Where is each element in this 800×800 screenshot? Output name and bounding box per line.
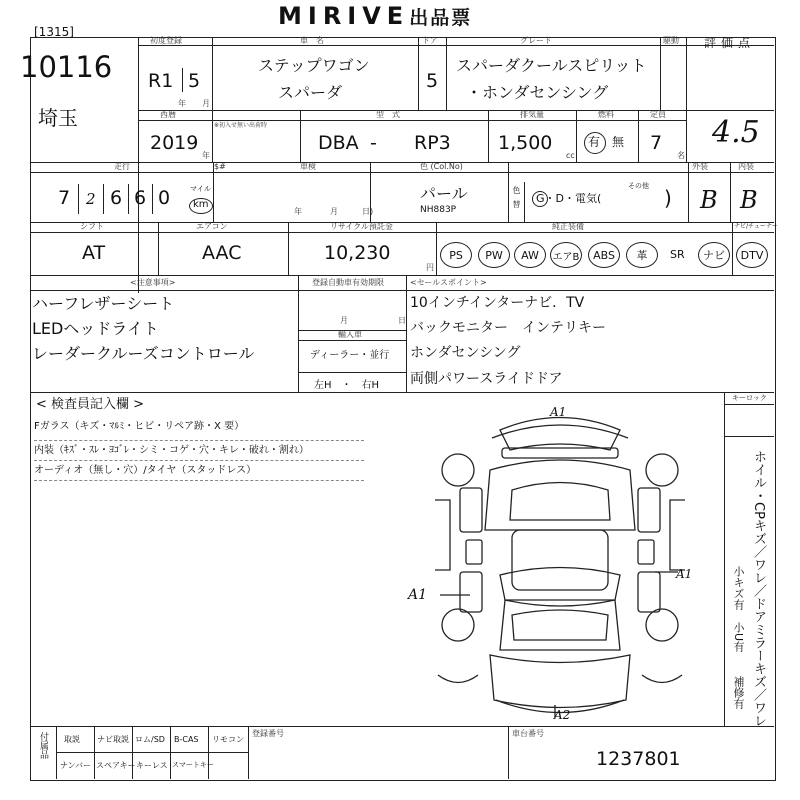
recycle-unit: 円 <box>426 263 434 272</box>
sales-point-3: ホンダセンシング <box>410 345 521 361</box>
color-name: パール <box>420 184 468 203</box>
sales-point-4: 両側パワースライドドア <box>410 371 563 387</box>
car-damage-diagram <box>430 400 693 730</box>
score-value: 4.5 <box>712 115 760 150</box>
first-reg-month: 5 <box>188 70 201 92</box>
car-name-line2: スパーダ <box>278 83 343 102</box>
label-reg-expiry: 登録自動車有効期限 <box>312 278 384 287</box>
expiry-day: 日 <box>398 316 406 325</box>
aircon-value: AAC <box>202 242 242 264</box>
form-title <box>278 4 472 28</box>
label-inspection: 車検 <box>300 162 316 171</box>
label-car-name: 車 名 <box>300 36 324 45</box>
inspection-month: 月 <box>330 207 338 216</box>
mileage-digit-2: 2 <box>86 190 96 208</box>
sales-point-1: 10インチインターナビ．TV <box>410 295 585 311</box>
equip-abs: ABS <box>588 242 620 268</box>
mileage-digit-3: 6 <box>110 187 123 209</box>
stock-number: 10116 <box>20 50 113 84</box>
label-model-type: 型 式 <box>376 110 400 119</box>
equip-aw: AW <box>514 242 546 268</box>
shift-value: AT <box>82 242 106 264</box>
acc-spare-key: スペアキー <box>96 761 136 770</box>
color-change-close: ) <box>664 186 672 210</box>
label-shift: シフト <box>80 222 104 231</box>
equip-sr: SR <box>670 248 685 261</box>
acc-navi-manual: ナビ取説 <box>97 735 129 744</box>
inspector-heading: < 検査員記入欄 > <box>36 397 145 412</box>
mileage-unit-mile: マイル <box>190 185 211 193</box>
label-displacement: 排気量 <box>520 110 544 119</box>
label-equipment: 純正装備 <box>552 222 584 231</box>
label-mileage: 走行 <box>114 162 130 171</box>
lot-number: [1315] <box>34 25 74 39</box>
fuel-yes: 有 <box>588 135 601 149</box>
note-1: ハーフレザーシート <box>32 294 175 313</box>
acc-smart-key: スマートキー <box>172 761 214 769</box>
expiry-month: 月 <box>340 316 348 325</box>
legend-repaired: 補修有 <box>732 676 745 709</box>
mileage-digit-1: 7 <box>58 187 71 209</box>
grade-line2: ・ホンダセンシング <box>466 83 609 102</box>
interior-grade: B <box>740 186 758 214</box>
capacity-value: 7 <box>650 132 663 154</box>
color-change-label: 色替 <box>512 186 521 214</box>
first-reg-year-unit: 年 <box>178 99 186 108</box>
label-navi-tuner: ナビ/チューナー <box>734 223 778 230</box>
model-dash: - <box>370 132 377 154</box>
label-score: 評価点 <box>704 36 756 50</box>
label-first-reg: 初度登録 <box>150 36 182 45</box>
mileage-digit-5: 0 <box>158 187 171 209</box>
acc-remote: リモコン <box>212 735 244 744</box>
displacement-unit: cc <box>566 151 575 160</box>
equip-pw: PW <box>478 242 510 268</box>
equip-leather: 革 <box>626 242 658 268</box>
equip-navi: ナビ <box>698 242 730 268</box>
inspection-day: 日) <box>362 207 374 216</box>
frame-number: 1237801 <box>596 748 681 770</box>
damage-mark-left: A1 <box>408 587 428 603</box>
label-recycle: リサイクル預託金 <box>330 222 393 231</box>
label-frame-no: 車台番号 <box>512 729 544 738</box>
first-reg-month-unit: 月 <box>202 99 210 108</box>
label-color: 色 (Col.No) <box>420 162 463 171</box>
exterior-grade: B <box>700 186 718 214</box>
equip-airbag: エアB <box>550 242 582 268</box>
inspection-year: 年 <box>294 207 302 216</box>
car-name-line1: ステップワゴン <box>258 56 370 75</box>
damage-mark-front: A1 <box>550 405 567 419</box>
color-change-other: その他 <box>628 182 649 190</box>
label-sales-point: <セールスポイント> <box>410 278 487 287</box>
legend-small-scratch: 小キズ有 <box>732 566 745 610</box>
label-aircon: エアコン <box>196 222 228 231</box>
fuel-no: 無 <box>612 135 625 149</box>
model-code: RP3 <box>414 132 451 154</box>
inspector-line-audio: オーディオ（無し・穴）/タイヤ（スタッドレス） <box>34 465 257 476</box>
label-accessories: 付属品 <box>38 732 48 759</box>
mileage-unit-km: km <box>193 199 209 210</box>
handle-side: 左H ・ 右H <box>314 380 380 391</box>
year-value: 2019 <box>150 132 199 154</box>
title-suffix: 出品票 <box>409 7 473 29</box>
legend-main: ホイル・CPキズ／ワレ／ドアミラーキズ／ワレ <box>751 450 766 727</box>
note-3: レーダークルーズコントロール <box>32 344 255 363</box>
label-exterior: 外装 <box>692 162 708 171</box>
region: 埼玉 <box>38 106 78 130</box>
damage-mark-rear: A2 <box>554 708 571 722</box>
acc-number: ナンバー <box>60 761 92 770</box>
damage-mark-right: A1 <box>676 567 693 581</box>
inspector-line-interior: 内装（ｷｽﾞ・ｽﾚ・ﾖｺﾞﾚ・シミ・コゲ・穴・キレ・破れ・割れ） <box>34 445 309 456</box>
mileage-digit-4: 6 <box>134 187 147 209</box>
label-fuel: 燃料 <box>598 110 614 119</box>
acc-manual: 取説 <box>64 735 80 744</box>
label-year: 西暦 <box>160 110 176 119</box>
label-import: 輸入車 <box>338 330 362 339</box>
import-dealer: ディーラー・並行 <box>310 350 390 361</box>
first-reg-era: R1 <box>148 70 174 92</box>
equip-ps: PS <box>440 242 472 268</box>
grade-line1: スパーダクールスピリット <box>456 56 647 75</box>
label-notes: <注意事項> <box>130 278 176 287</box>
displacement-value: 1,500 <box>498 132 553 154</box>
doors-value: 5 <box>426 70 439 92</box>
recycle-value: 10,230 <box>324 242 391 264</box>
color-code: NH883P <box>420 205 457 215</box>
inspector-line-fglass: Fガラス（キズ・ﾏﾙﾐ・ヒビ・リペア跡・X 要） <box>34 421 245 432</box>
label-grade: グレード <box>520 36 552 45</box>
year-unit: 年 <box>202 151 210 160</box>
legend-small-dent: 小U有 <box>732 622 745 653</box>
label-key-lock: キーロック <box>732 394 767 402</box>
sales-point-2: バックモニター インテリキー <box>410 320 606 336</box>
label-drive: 駆動 <box>663 36 679 45</box>
note-2: LEDヘッドライト <box>32 319 159 338</box>
body-no-hint: ※初入せ無い出荷時 <box>214 122 268 129</box>
acc-bcas: B-CAS <box>174 735 199 744</box>
model-prefix: DBA <box>318 132 359 154</box>
acc-rom-sd: ロム/SD <box>135 735 165 744</box>
label-sharp: $# <box>214 162 226 171</box>
color-change-options: G・D・電気( <box>536 192 602 205</box>
label-reg-no: 登録番号 <box>252 729 284 738</box>
equip-dtv: DTV <box>736 242 768 268</box>
brand-logo-text: MIRIVE <box>278 2 410 30</box>
label-capacity: 定員 <box>650 110 666 119</box>
acc-keyless: キーレス <box>136 761 168 770</box>
capacity-unit: 名 <box>677 151 685 160</box>
label-interior: 内装 <box>738 162 754 171</box>
label-doors: ドア <box>422 36 438 45</box>
